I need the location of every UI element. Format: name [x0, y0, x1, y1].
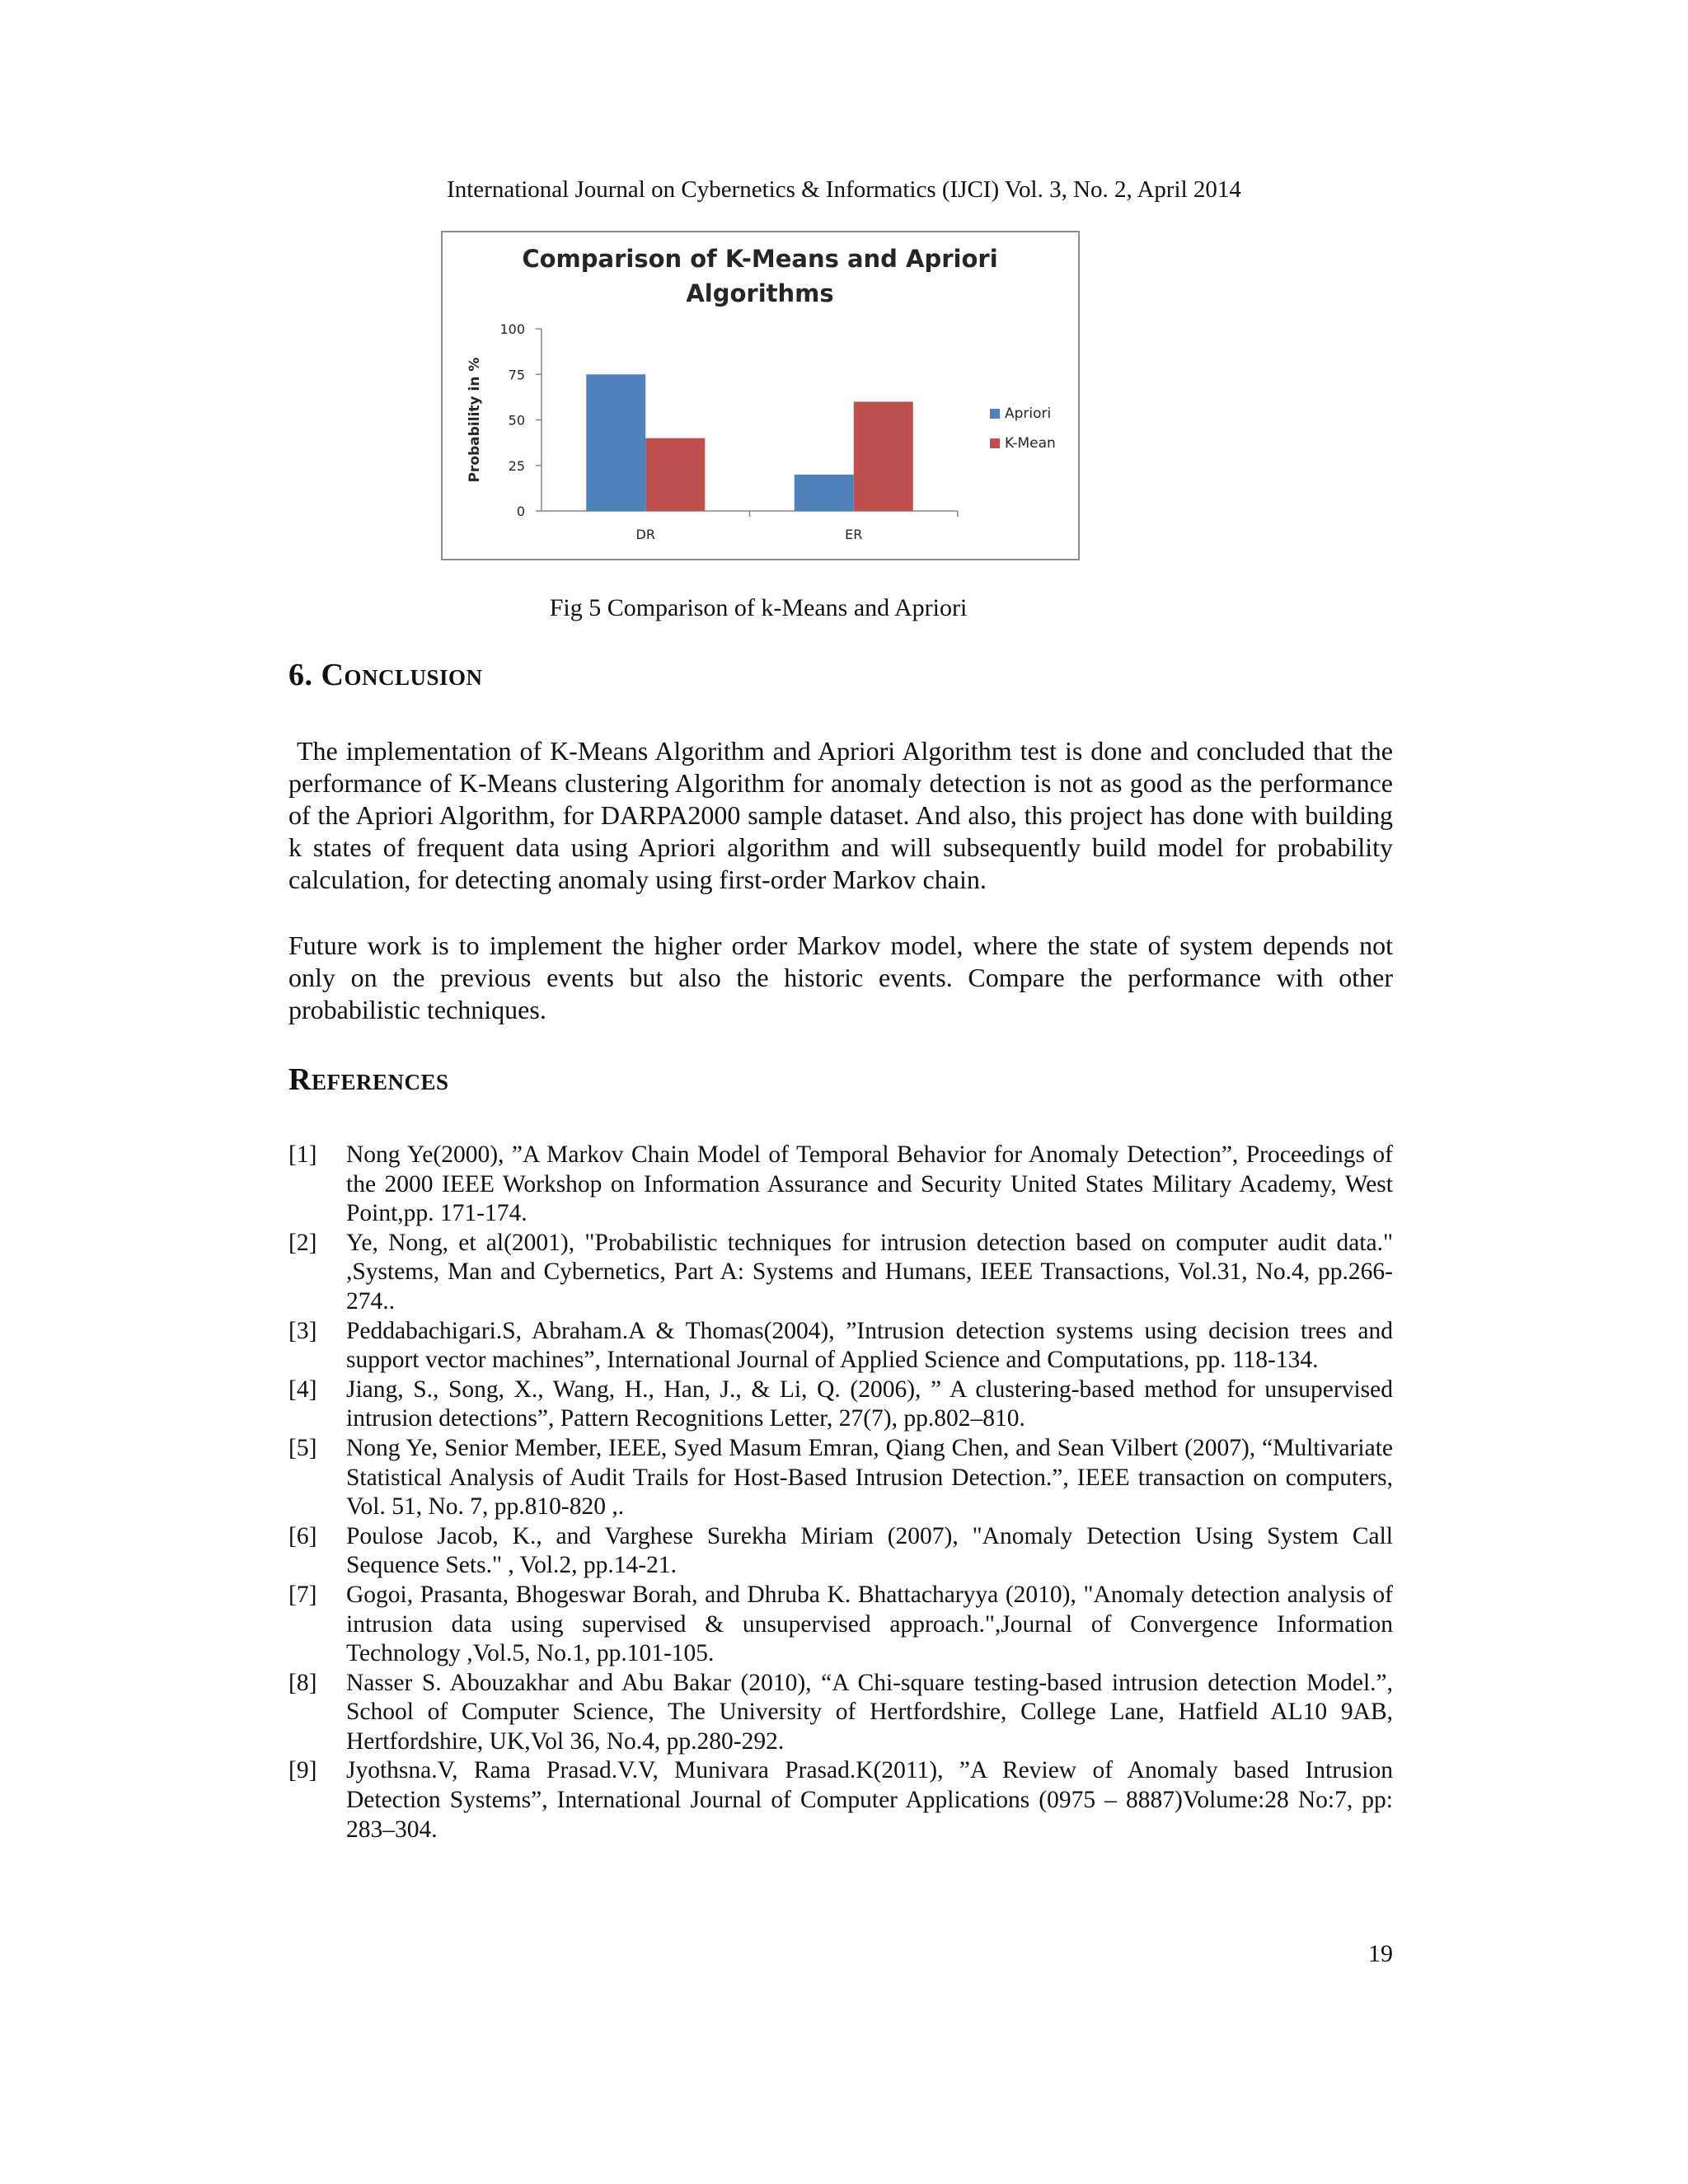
bar-apriori-er [795, 475, 854, 511]
reference-item [288, 1141, 1393, 1229]
conclusion-paragraph-1: The implementation of K-Means Algorithm and Apriori Algorithm test is done and concluded that the performance of K-Means clustering Algorithm for anomaly detection is not as good as the performance of the Apriori Algorithm, for DARPA2000 sample dataset. And also, this project has done with building k states of frequent data using Apriori algorithm and will subsequently build model for probability calculation, for detecting anomaly using first-order Markov chain. [288, 736, 1393, 894]
reference-number: [7] [288, 1581, 317, 1608]
page-number: 19 [1368, 1940, 1393, 1967]
references-heading: References [288, 1062, 449, 1097]
y-tick-label: 0 [516, 504, 525, 519]
reference-text: Ye, Nong, et al(2001), "Probabilistic techniques for intrusion detection based on computer audit data." ,Systems, Man and Cybernetics, Part A: Systems and Humans, IEEE Transactions, Vol.31, No.4, pp.266-274.. [346, 1229, 1393, 1315]
reference-item [288, 1317, 1393, 1376]
reference-item [288, 1434, 1393, 1522]
x-tick-label: ER [845, 527, 863, 542]
conclusion-heading: 6. Conclusion [288, 658, 483, 692]
reference-item [288, 1229, 1393, 1317]
reference-number: [9] [288, 1757, 317, 1784]
reference-item [288, 1756, 1393, 1844]
bar-chart [443, 232, 1078, 559]
legend-swatch [990, 438, 1000, 448]
reference-text: Poulose Jacob, K., and Varghese Surekha Miriam (2007), "Anomaly Detection Using System Call Sequence Sets." , Vol.2, pp.14-21. [346, 1522, 1393, 1579]
reference-item [288, 1522, 1393, 1581]
bar-k-mean-dr [645, 438, 705, 511]
bar-apriori-dr [586, 374, 645, 511]
reference-item [288, 1376, 1393, 1434]
reference-item [288, 1669, 1393, 1757]
reference-text: Nasser S. Abouzakhar and Abu Bakar (2010), “A Chi-square testing-based intrusion detection Model.”, School of Computer Science, The University of Hertfordshire, College Lane, Hatfield AL10 9AB, Hertfordshire, UK,Vol 36, No.4, pp.280-292. [346, 1669, 1393, 1755]
reference-number: [1] [288, 1141, 317, 1168]
x-tick-label: DR [635, 527, 655, 542]
legend-label: Apriori [1005, 405, 1052, 422]
reference-text: Jiang, S., Song, X., Wang, H., Han, J., & Li, Q. (2006), ” A clustering-based method for unsupervised intrusion detections”, Pattern Recognitions Letter, 27(7), pp.802–810. [346, 1376, 1393, 1432]
reference-number: [8] [288, 1669, 317, 1696]
y-tick-label: 50 [508, 412, 525, 429]
running-header: International Journal on Cybernetics & Informatics (IJCI) Vol. 3, No. 2, April 2014 [447, 176, 1241, 203]
reference-number: [5] [288, 1434, 317, 1461]
reference-text: Nong Ye, Senior Member, IEEE, Syed Masum Emran, Qiang Chen, and Sean Vilbert (2007), “Multivariate Statistical Analysis of Audit Trails for Host-Based Intrusion Detection.”, IEEE transaction on computers, Vol. 51, No. 7, pp.810-820 ,. [346, 1434, 1393, 1521]
y-tick-label: 75 [508, 367, 525, 383]
reference-item [288, 1581, 1393, 1669]
reference-text: Nong Ye(2000), ”A Markov Chain Model of Temporal Behavior for Anomaly Detection”, Proceedings of the 2000 IEEE Workshop on Information Assurance and Security United States Military Academy, West Point,pp. 171-174. [346, 1141, 1393, 1227]
y-tick-label: 25 [508, 457, 525, 474]
chart-title-line: Comparison of K-Means and Apriori [522, 245, 998, 273]
reference-list [288, 1141, 1393, 1844]
figure-caption: Fig 5 Comparison of k-Means and Apriori [549, 594, 968, 621]
reference-number: [2] [288, 1229, 317, 1256]
y-axis-label: Probability in % [467, 357, 483, 483]
bar-k-mean-er [854, 401, 913, 511]
figure-chart [441, 231, 1080, 560]
chart-title-line: Algorithms [686, 279, 834, 307]
reference-text: Jyothsna.V, Rama Prasad.V.V, Munivara Prasad.K(2011), ”A Review of Anomaly based Intrusion Detection Systems”, International Journal of Computer Applications (0975 – 8887)Volume:28 No:7, pp: 283–304. [346, 1757, 1393, 1843]
reference-number: [6] [288, 1522, 317, 1549]
legend-swatch [990, 409, 1000, 419]
reference-number: [4] [288, 1376, 317, 1403]
reference-text: Peddabachigari.S, Abraham.A & Thomas(2004), ”Intrusion detection systems using decision trees and support vector machines”, International Journal of Applied Science and Computations, pp. 118-134. [346, 1317, 1393, 1374]
y-tick-label: 100 [499, 321, 525, 337]
legend-label: K-Mean [1005, 435, 1056, 452]
reference-text: Gogoi, Prasanta, Bhogeswar Borah, and Dhruba K. Bhattacharyya (2010), "Anomaly detection analysis of intrusion data using supervised & unsupervised approach.",Journal of Convergence Information Technology ,Vol.5, No.1, pp.101-105. [346, 1581, 1393, 1667]
conclusion-paragraph-2: Future work is to implement the higher order Markov model, where the state of system depends not only on the previous events but also the historic events. Compare the performance with other probabilistic techniques. [288, 930, 1393, 1024]
reference-number: [3] [288, 1317, 317, 1344]
